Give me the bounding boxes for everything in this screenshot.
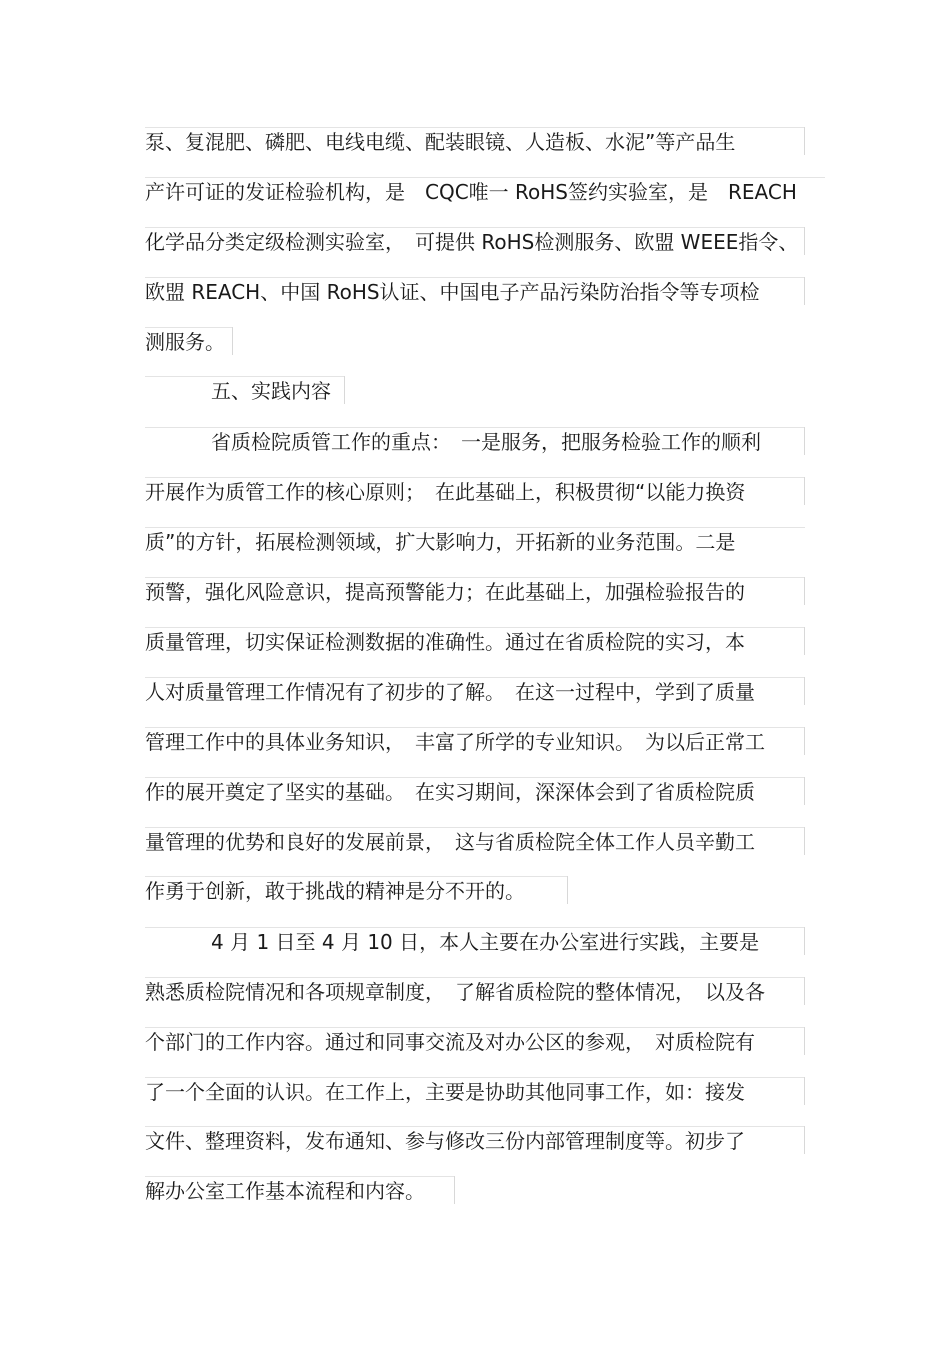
text-line [145, 477, 805, 505]
text-line [145, 727, 805, 755]
line-rule [804, 1027, 805, 1055]
line-rule [567, 876, 568, 904]
text-line [145, 927, 805, 955]
line-rule [344, 376, 345, 404]
line-rule [454, 1176, 455, 1204]
text-line [145, 177, 825, 205]
text-line [145, 677, 805, 705]
line-rule [804, 677, 805, 705]
text-line [145, 127, 805, 155]
text-line [145, 627, 805, 655]
text-line [145, 1077, 805, 1105]
line-text: 质”的方针，拓展检测领域，扩大影响力，开拓新的业务范围。二是 [145, 530, 736, 554]
text-line [145, 1176, 455, 1204]
line-rule [804, 627, 805, 655]
text-line [145, 977, 805, 1005]
line-rule [804, 427, 805, 455]
line-rule [804, 127, 805, 155]
text-line [145, 827, 805, 855]
line-rule [804, 1126, 805, 1154]
line-text: 4 月 1 日至 4 月 10 日，本人主要在办公室进行实践，主要是 [211, 930, 760, 954]
line-text: 量管理的优势和良好的发展前景， 这与省质检院全体工作人员辛勤工 [145, 830, 755, 854]
line-text: 化学品分类定级检测实验室， 可提供 RoHS检测服务、欧盟 WEEE指令、 [145, 230, 799, 254]
line-rule [804, 227, 805, 255]
line-rule [804, 727, 805, 755]
line-text: 个部门的工作内容。通过和同事交流及对办公区的参观， 对质检院有 [145, 1030, 755, 1054]
line-rule [804, 827, 805, 855]
text-line [145, 1126, 805, 1154]
text-line [145, 227, 805, 255]
text-line [145, 876, 568, 904]
line-text: 管理工作中的具体业务知识， 丰富了所学的专业知识。 为以后正常工 [145, 730, 765, 754]
line-text: 开展作为质管工作的核心原则； 在此基础上，积极贯彻“以能力换资 [145, 480, 746, 504]
text-line [145, 1027, 805, 1055]
text-line [145, 577, 805, 605]
text-line [145, 527, 805, 555]
text-line [145, 777, 805, 805]
line-rule [804, 577, 805, 605]
line-text: 质量管理，切实保证检测数据的准确性。通过在省质检院的实习，本 [145, 630, 745, 654]
line-text: 预警，强化风险意识，提高预警能力；在此基础上，加强检验报告的 [145, 580, 745, 604]
text-line [145, 327, 233, 355]
line-rule [804, 977, 805, 1005]
section-heading [145, 376, 345, 404]
line-rule [804, 927, 805, 955]
line-text: 人对质量管理工作情况有了初步的了解。 在这一过程中，学到了质量 [145, 680, 755, 704]
line-text: 测服务。 [145, 330, 225, 354]
line-text: 省质检院质管工作的重点： 一是服务，把服务检验工作的顺利 [211, 430, 761, 454]
line-text: 作的展开奠定了坚实的基础。 在实习期间，深深体会到了省质检院质 [145, 780, 755, 804]
line-text: 作勇于创新，敢于挑战的精神是分不开的。 [145, 879, 525, 903]
line-text: 熟悉质检院情况和各项规章制度， 了解省质检院的整体情况， 以及各 [145, 980, 765, 1004]
line-text: 泵、复混肥、磷肥、电线电缆、配装眼镜、人造板、水泥”等产品生 [145, 130, 736, 154]
line-text: 了一个全面的认识。在工作上，主要是协助其他同事工作，如：接发 [145, 1080, 745, 1104]
heading-text: 五、实践内容 [211, 379, 331, 403]
line-text: 文件、整理资料，发布通知、参与修改三份内部管理制度等。初步了 [145, 1129, 745, 1153]
line-rule [804, 277, 805, 305]
text-line [145, 427, 805, 455]
line-rule [804, 777, 805, 805]
line-text: 欧盟 REACH、中国 RoHS认证、中国电子产品污染防治指令等专项检 [145, 280, 760, 304]
line-text: 解办公室工作基本流程和内容。 [145, 1179, 425, 1203]
line-text: 产许可证的发证检验机构，是 CQC唯一 RoHS签约实验室，是 REACH [145, 180, 797, 204]
line-rule [232, 327, 233, 355]
text-line [145, 277, 805, 305]
line-rule [804, 477, 805, 505]
line-rule [804, 1077, 805, 1105]
